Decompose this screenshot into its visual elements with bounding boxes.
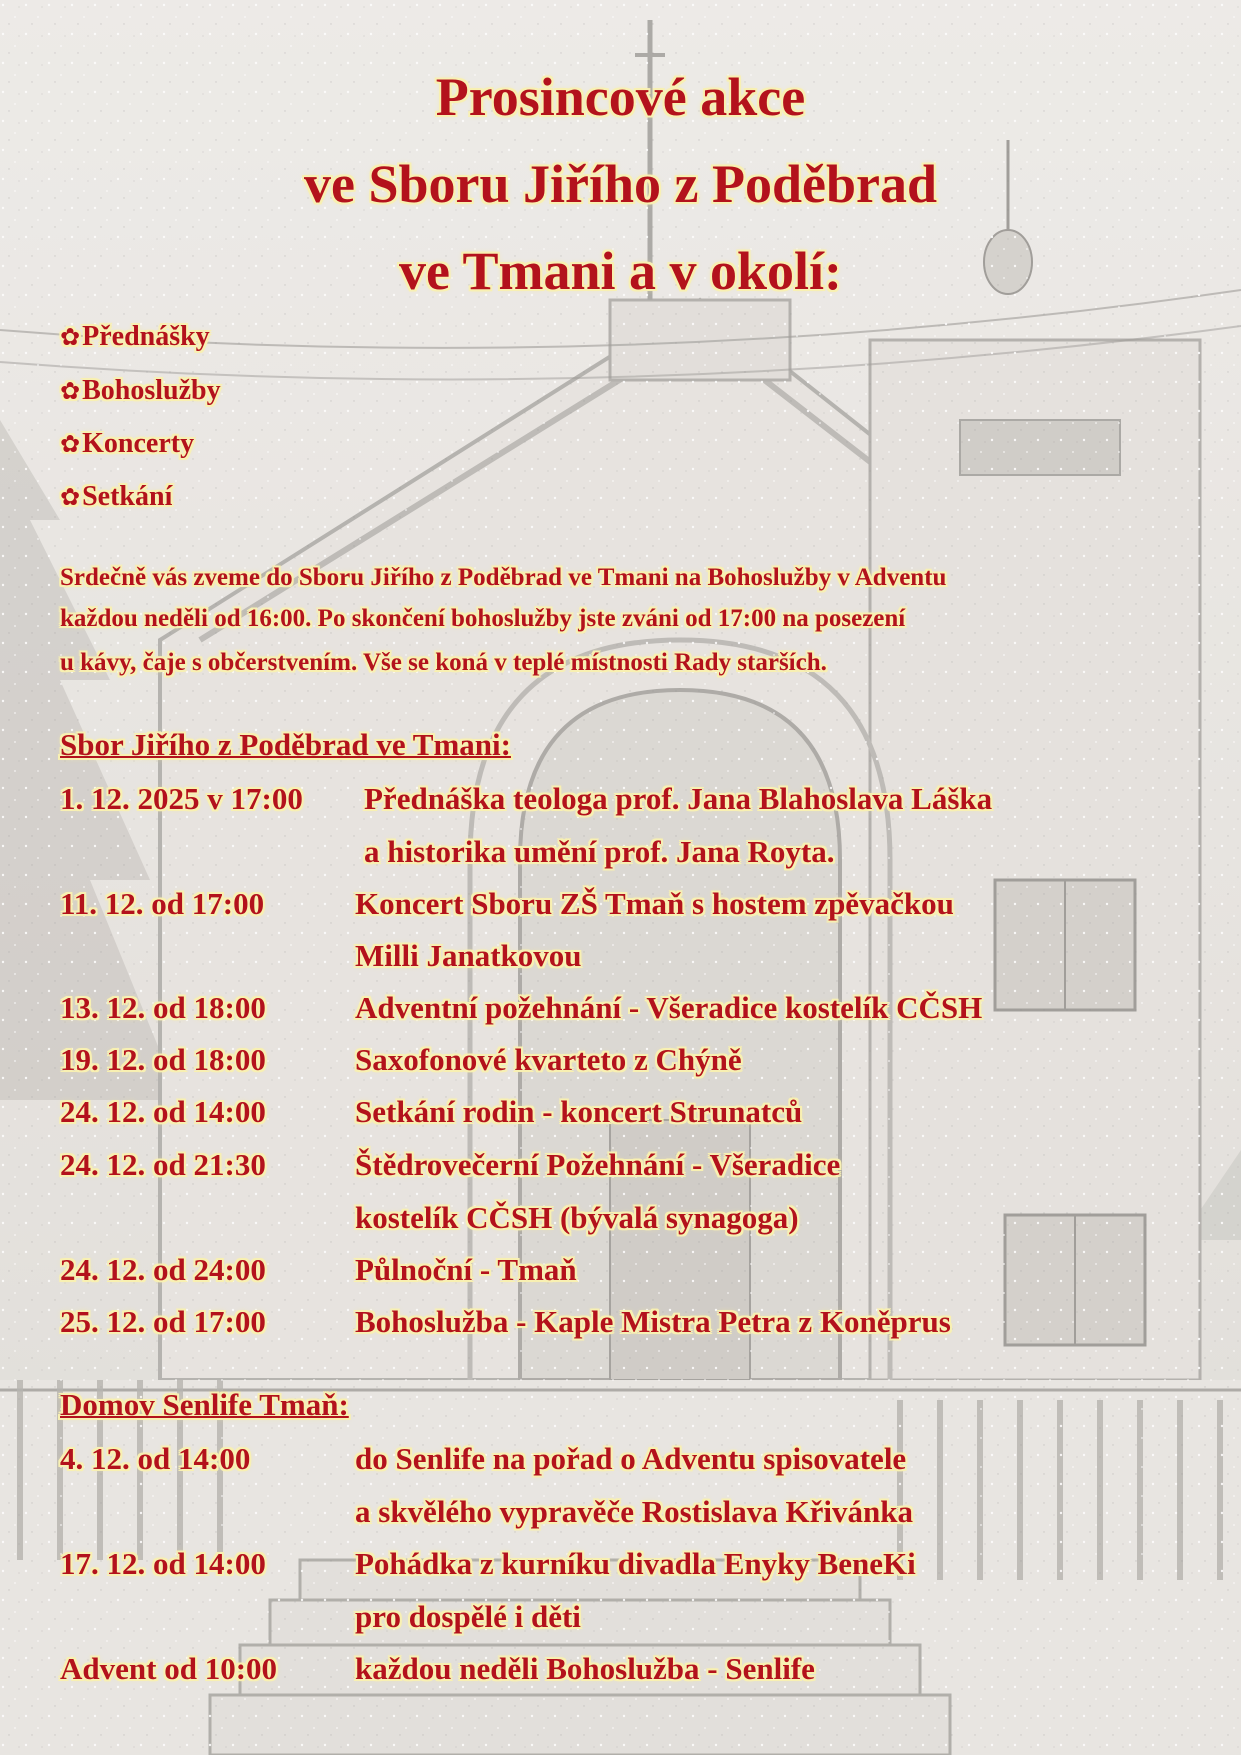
event-date: 13. 12. od 18:00: [60, 990, 266, 1025]
title-line-3: ve Tmani a v okolí:: [398, 241, 843, 301]
event-date: 24. 12. od 21:30: [60, 1147, 266, 1182]
event-text: Adventní požehnání - Všeradice kostelík CČSH: [355, 990, 983, 1025]
category-item: ✿Bohoslužby: [60, 375, 221, 406]
event-text: Setkání rodin - koncert Strunatců: [355, 1094, 803, 1129]
title-line-1: Prosincové akce: [435, 67, 806, 127]
event-text: Přednáška teologa prof. Jana Blahoslava Láška: [364, 781, 993, 816]
event-text: Koncert Sboru ZŠ Tmaň s hostem zpěvačkou: [355, 886, 954, 921]
event-date: 1. 12. 2025 v 17:00: [60, 781, 303, 816]
flower-icon: ✿: [60, 323, 81, 351]
event-date: Advent od 10:00: [60, 1651, 278, 1686]
event-date: 19. 12. od 18:00: [60, 1042, 266, 1077]
event-text-continued: kostelík CČSH (bývalá synagoga): [355, 1200, 799, 1235]
category-item: ✿Setkání: [60, 481, 173, 512]
event-text: do Senlife na pořad o Adventu spisovatele: [355, 1441, 907, 1476]
section-heading-sbor: Sbor Jiřího z Poděbrad ve Tmani:: [60, 727, 511, 762]
event-date: 24. 12. od 24:00: [60, 1252, 266, 1287]
event-date: 4. 12. od 14:00: [60, 1441, 251, 1476]
event-date: 24. 12. od 14:00: [60, 1094, 266, 1129]
event-text-continued: a skvělého vypravěče Rostislava Křivánka: [355, 1494, 913, 1529]
event-text: Saxofonové kvarteto z Chýně: [355, 1042, 742, 1077]
event-text-continued: a historika umění prof. Jana Royta.: [364, 834, 835, 869]
category-item: ✿Přednášky: [60, 321, 210, 352]
intro-line-3: u kávy, čaje s občerstvením. Vše se koná v teplé místnosti Rady starších.: [60, 649, 827, 676]
event-date: 25. 12. od 17:00: [60, 1304, 266, 1339]
intro-line-1: Srdečně vás zveme do Sboru Jiřího z Poděbrad ve Tmani na Bohoslužby v Adventu: [60, 564, 947, 591]
title-line-2: ve Sboru Jiřího z Poděbrad: [303, 154, 938, 214]
flower-icon: ✿: [60, 483, 81, 511]
event-text-continued: pro dospělé i děti: [355, 1599, 581, 1634]
intro-line-2: každou neděli od 16:00. Po skončení bohoslužby jste zváni od 17:00 na posezení: [60, 605, 906, 632]
event-date: 17. 12. od 14:00: [60, 1546, 266, 1581]
event-text: Půlnoční - Tmaň: [355, 1252, 577, 1287]
flower-icon: ✿: [60, 377, 81, 405]
event-text: Pohádka z kurníku divadla Enyky BeneKi: [355, 1546, 916, 1581]
event-text: Štědrovečerní Požehnání - Všeradice: [355, 1147, 841, 1182]
section-heading-senlife: Domov Senlife Tmaň:: [60, 1387, 349, 1422]
event-text-continued: Milli Janatkovou: [355, 938, 582, 973]
event-date: 11. 12. od 17:00: [60, 886, 265, 921]
category-item: ✿Koncerty: [60, 428, 195, 459]
event-text: každou neděli Bohoslužba - Senlife: [355, 1651, 815, 1686]
event-text: Bohoslužba - Kaple Mistra Petra z Koněprus: [355, 1304, 951, 1339]
flower-icon: ✿: [60, 430, 81, 458]
